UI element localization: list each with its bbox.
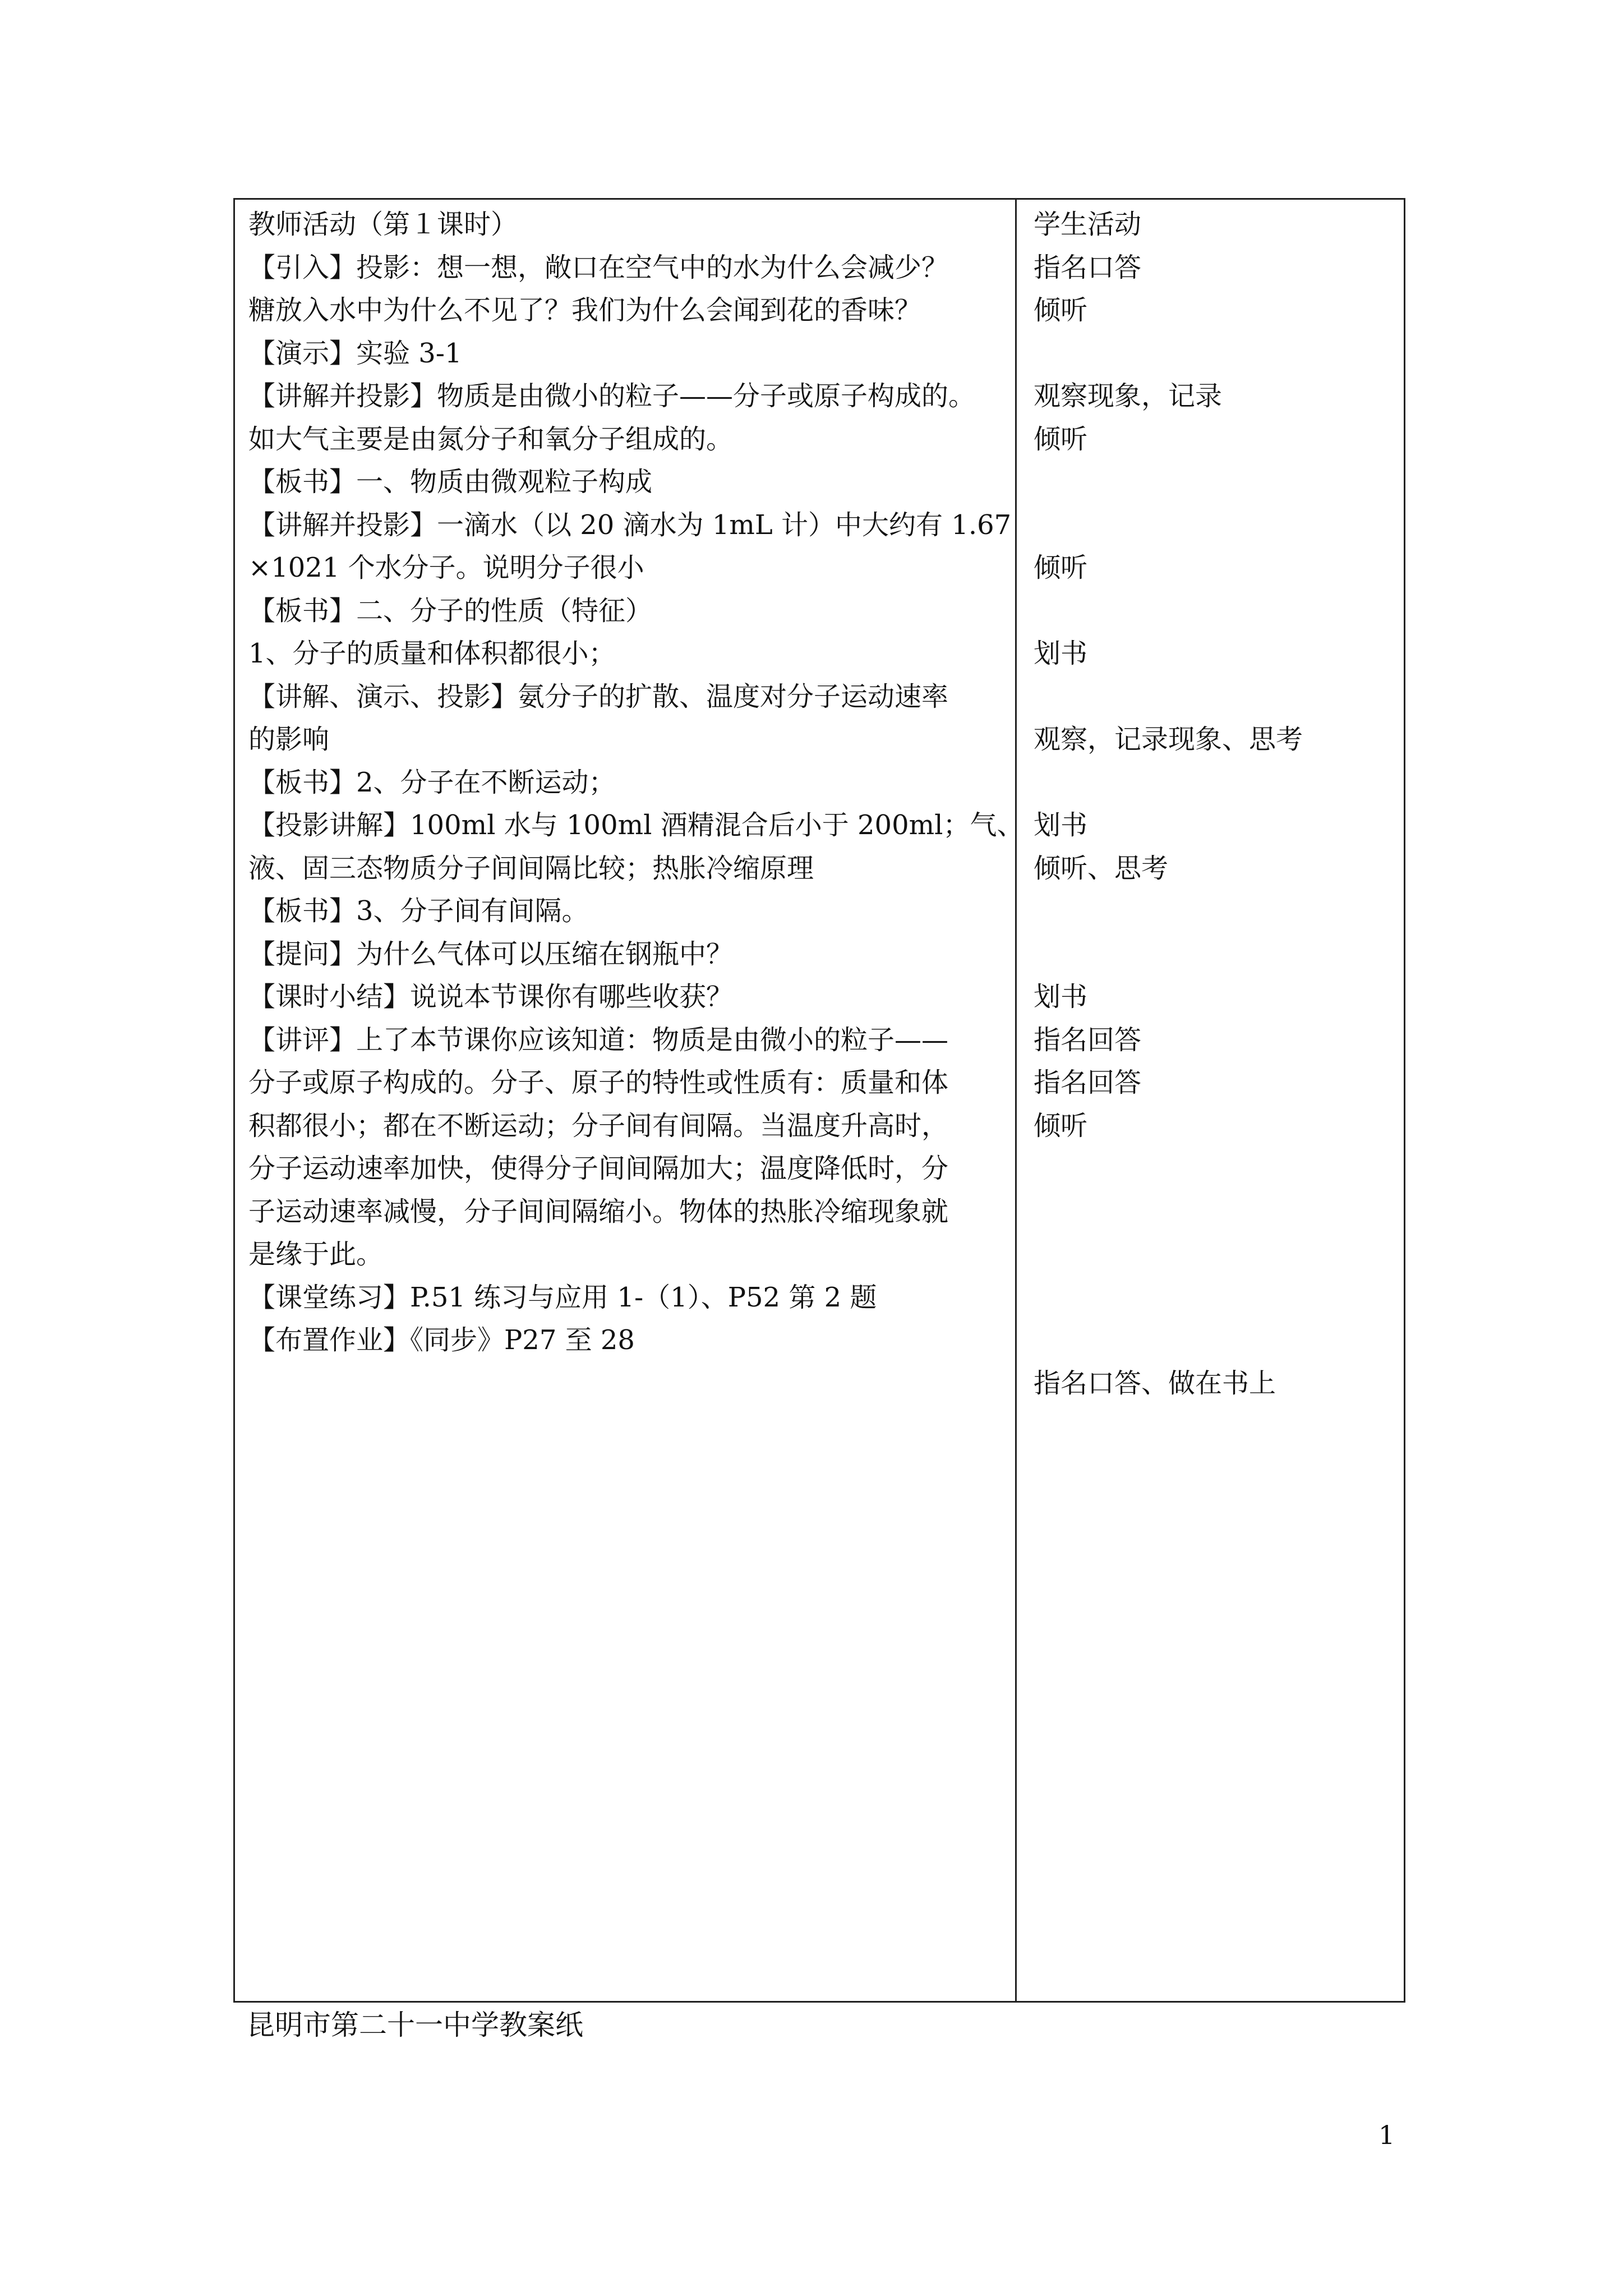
student-activity-line: 指名回答 [1034,1024,1142,1056]
student-activity-line: 划书 [1034,809,1088,841]
student-activity-line: 倾听 [1034,295,1088,326]
student-activity-line: 指名回答 [1034,1067,1142,1098]
student-activity-line: 划书 [1034,638,1088,669]
student-activity-line: 倾听 [1034,552,1088,583]
teacher-activity-line: 【讲评】上了本节课你应该知道：物质是由微小的粒子—— [248,1024,949,1056]
column-divider [1015,200,1017,2001]
teacher-activity-line: 【板书】3、分子间有间隔。 [248,895,589,927]
teacher-activity-line: 如大气主要是由氮分子和氧分子组成的。 [248,423,734,455]
teacher-activity-line: 【投影讲解】100ml 水与 100ml 酒精混合后小于 200ml；气、 [248,809,1024,841]
teacher-activity-line: 【讲解、演示、投影】氨分子的扩散、温度对分子运动速率 [248,680,949,712]
teacher-activity-line: 【引入】投影：想一想，敞口在空气中的水为什么会减少？ [248,251,949,283]
teacher-activity-line: 【板书】二、分子的性质（特征） [248,595,653,627]
teacher-activity-line: 液、固三态物质分子间间隔比较；热胀冷缩原理 [248,852,814,884]
teacher-activity-line: ×1021 个水分子。说明分子很小 [248,552,644,583]
teacher-activity-line: 子运动速率减慢，分子间间隔缩小。物体的热胀冷缩现象就 [248,1195,949,1227]
teacher-activity-line: 【布置作业】《同步》P27 至 28 [248,1324,635,1356]
teacher-activity-line: 分子运动速率加快，使得分子间间隔加大；温度降低时，分 [248,1153,949,1184]
teacher-activity-line: 积都很小；都在不断运动；分子间有间隔。当温度升高时， [248,1110,949,1142]
student-activity-line: 观察现象，记录 [1034,380,1223,412]
teacher-activity-line: 【板书】2、分子在不断运动； [248,766,616,798]
teacher-activity-line: 【课时小结】说说本节课你有哪些收获？ [248,981,734,1013]
teacher-activity-line: 教师活动（第１课时） [248,209,518,240]
teacher-activity-line: 【课堂练习】P.51 练习与应用 1-（1）、P52 第 2 题 [248,1281,877,1313]
teacher-activity-line: 【提问】为什么气体可以压缩在钢瓶中？ [248,938,734,970]
student-activity-line: 观察，记录现象、思考 [1034,724,1303,755]
school-footer: 昆明市第二十一中学教案纸 [247,2009,583,2041]
teacher-activity-line: 【讲解并投影】一滴水（以 20 滴水为 1mL 计）中大约有 1.67 [248,509,1012,541]
student-activity-line: 学生活动 [1034,209,1142,240]
student-activity-line: 指名口答、做在书上 [1034,1367,1276,1399]
teacher-activity-line: 糖放入水中为什么不见了？我们为什么会闻到花的香味？ [248,295,922,326]
student-activity-line: 倾听 [1034,1110,1088,1142]
teacher-activity-line: 是缘于此。 [248,1239,384,1270]
teacher-activity-line: 的影响 [248,724,330,755]
teacher-activity-line: 【讲解并投影】物质是由微小的粒子——分子或原子构成的。 [248,380,976,412]
teacher-activity-line: 【板书】一、物质由微观粒子构成 [248,466,653,498]
teacher-activity-line: 分子或原子构成的。分子、原子的特性或性质有：质量和体 [248,1067,949,1098]
student-activity-line: 倾听、思考 [1034,852,1169,884]
teacher-activity-line: 【演示】实验 3-1 [248,337,462,369]
lesson-plan-table [233,198,1405,2003]
student-activity-line: 指名口答 [1034,251,1142,283]
page-number: 1 [1378,2120,1395,2150]
student-activity-line: 倾听 [1034,423,1088,455]
teacher-activity-line: 1、分子的质量和体积都很小； [248,638,616,669]
student-activity-line: 划书 [1034,981,1088,1013]
